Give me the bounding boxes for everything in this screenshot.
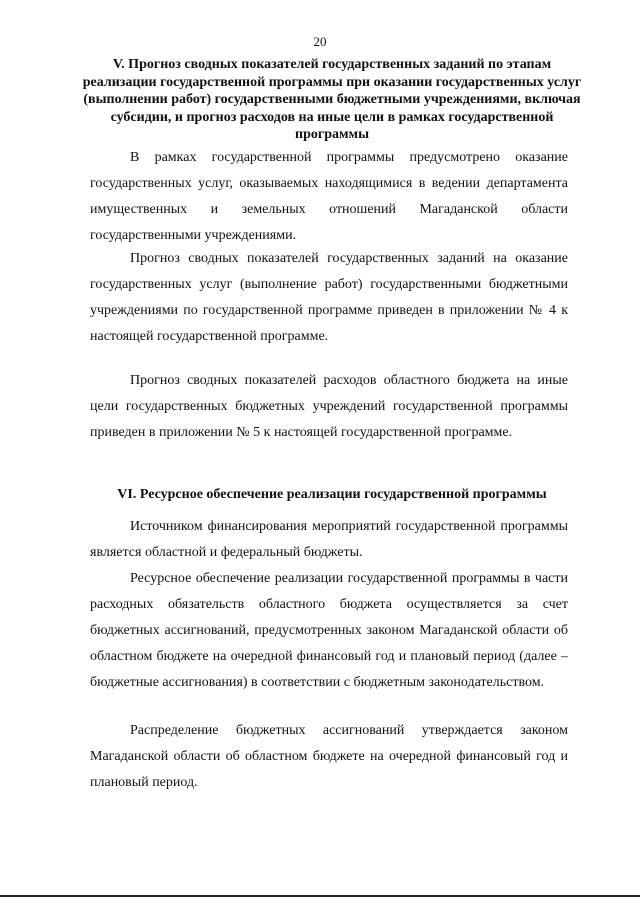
section-v-paragraph-3: Прогноз сводных показателей расходов областного бюджета на иные цели государственных бюджетных учреждений государственной программы приведен в приложении № 5 к настоящей государственной программе. <box>90 373 568 440</box>
page-number: 20 <box>313 34 327 49</box>
section-vi-paragraph-1: Источником финансирования мероприятий государственной программы является областной и федеральный бюджеты. <box>90 519 568 560</box>
section-v-paragraph-2: Прогноз сводных показателей государственных заданий на оказание государственных услуг (выполнение работ) государственными бюджетными учреждениями по государственной программе приведен в приложении № 4 к настоящей государственной программе. <box>90 251 568 344</box>
section-vi-paragraph-3: Распределение бюджетных ассигнований утверждается законом Магаданской области об областном бюджете на очередной финансовый год и плановый период. <box>90 723 568 790</box>
scan-bottom-edge <box>0 895 640 897</box>
section-vi-paragraph-2: Ресурсное обеспечение реализации государственной программы в части расходных обязательств областного бюджета осуществляется за счет бюджетных ассигнований, предусмотренных законом Магаданской области об областном бюджете на очередной финансовый год и плановый период (далее – бюджетные ассигнования) в соответствии с бюджетным законодательством. <box>90 571 568 690</box>
section-v-paragraph-1: В рамках государственной программы предусмотрено оказание государственных услуг, оказываемых находящимися в ведении департамента имущественных и земельных отношений Магаданской области государственными учреждениями. <box>90 150 568 243</box>
section-v-heading: V. Прогноз сводных показателей государственных заданий по этапам реализации государственной программы при оказании государственных услуг (выполнении работ) государственными бюджетными учреждениями, включая субсидии, и прогноз расходов на иные цели в рамках государственной программы <box>82 57 582 142</box>
section-vi-heading: VI. Ресурсное обеспечение реализации государственной программы <box>117 487 547 502</box>
